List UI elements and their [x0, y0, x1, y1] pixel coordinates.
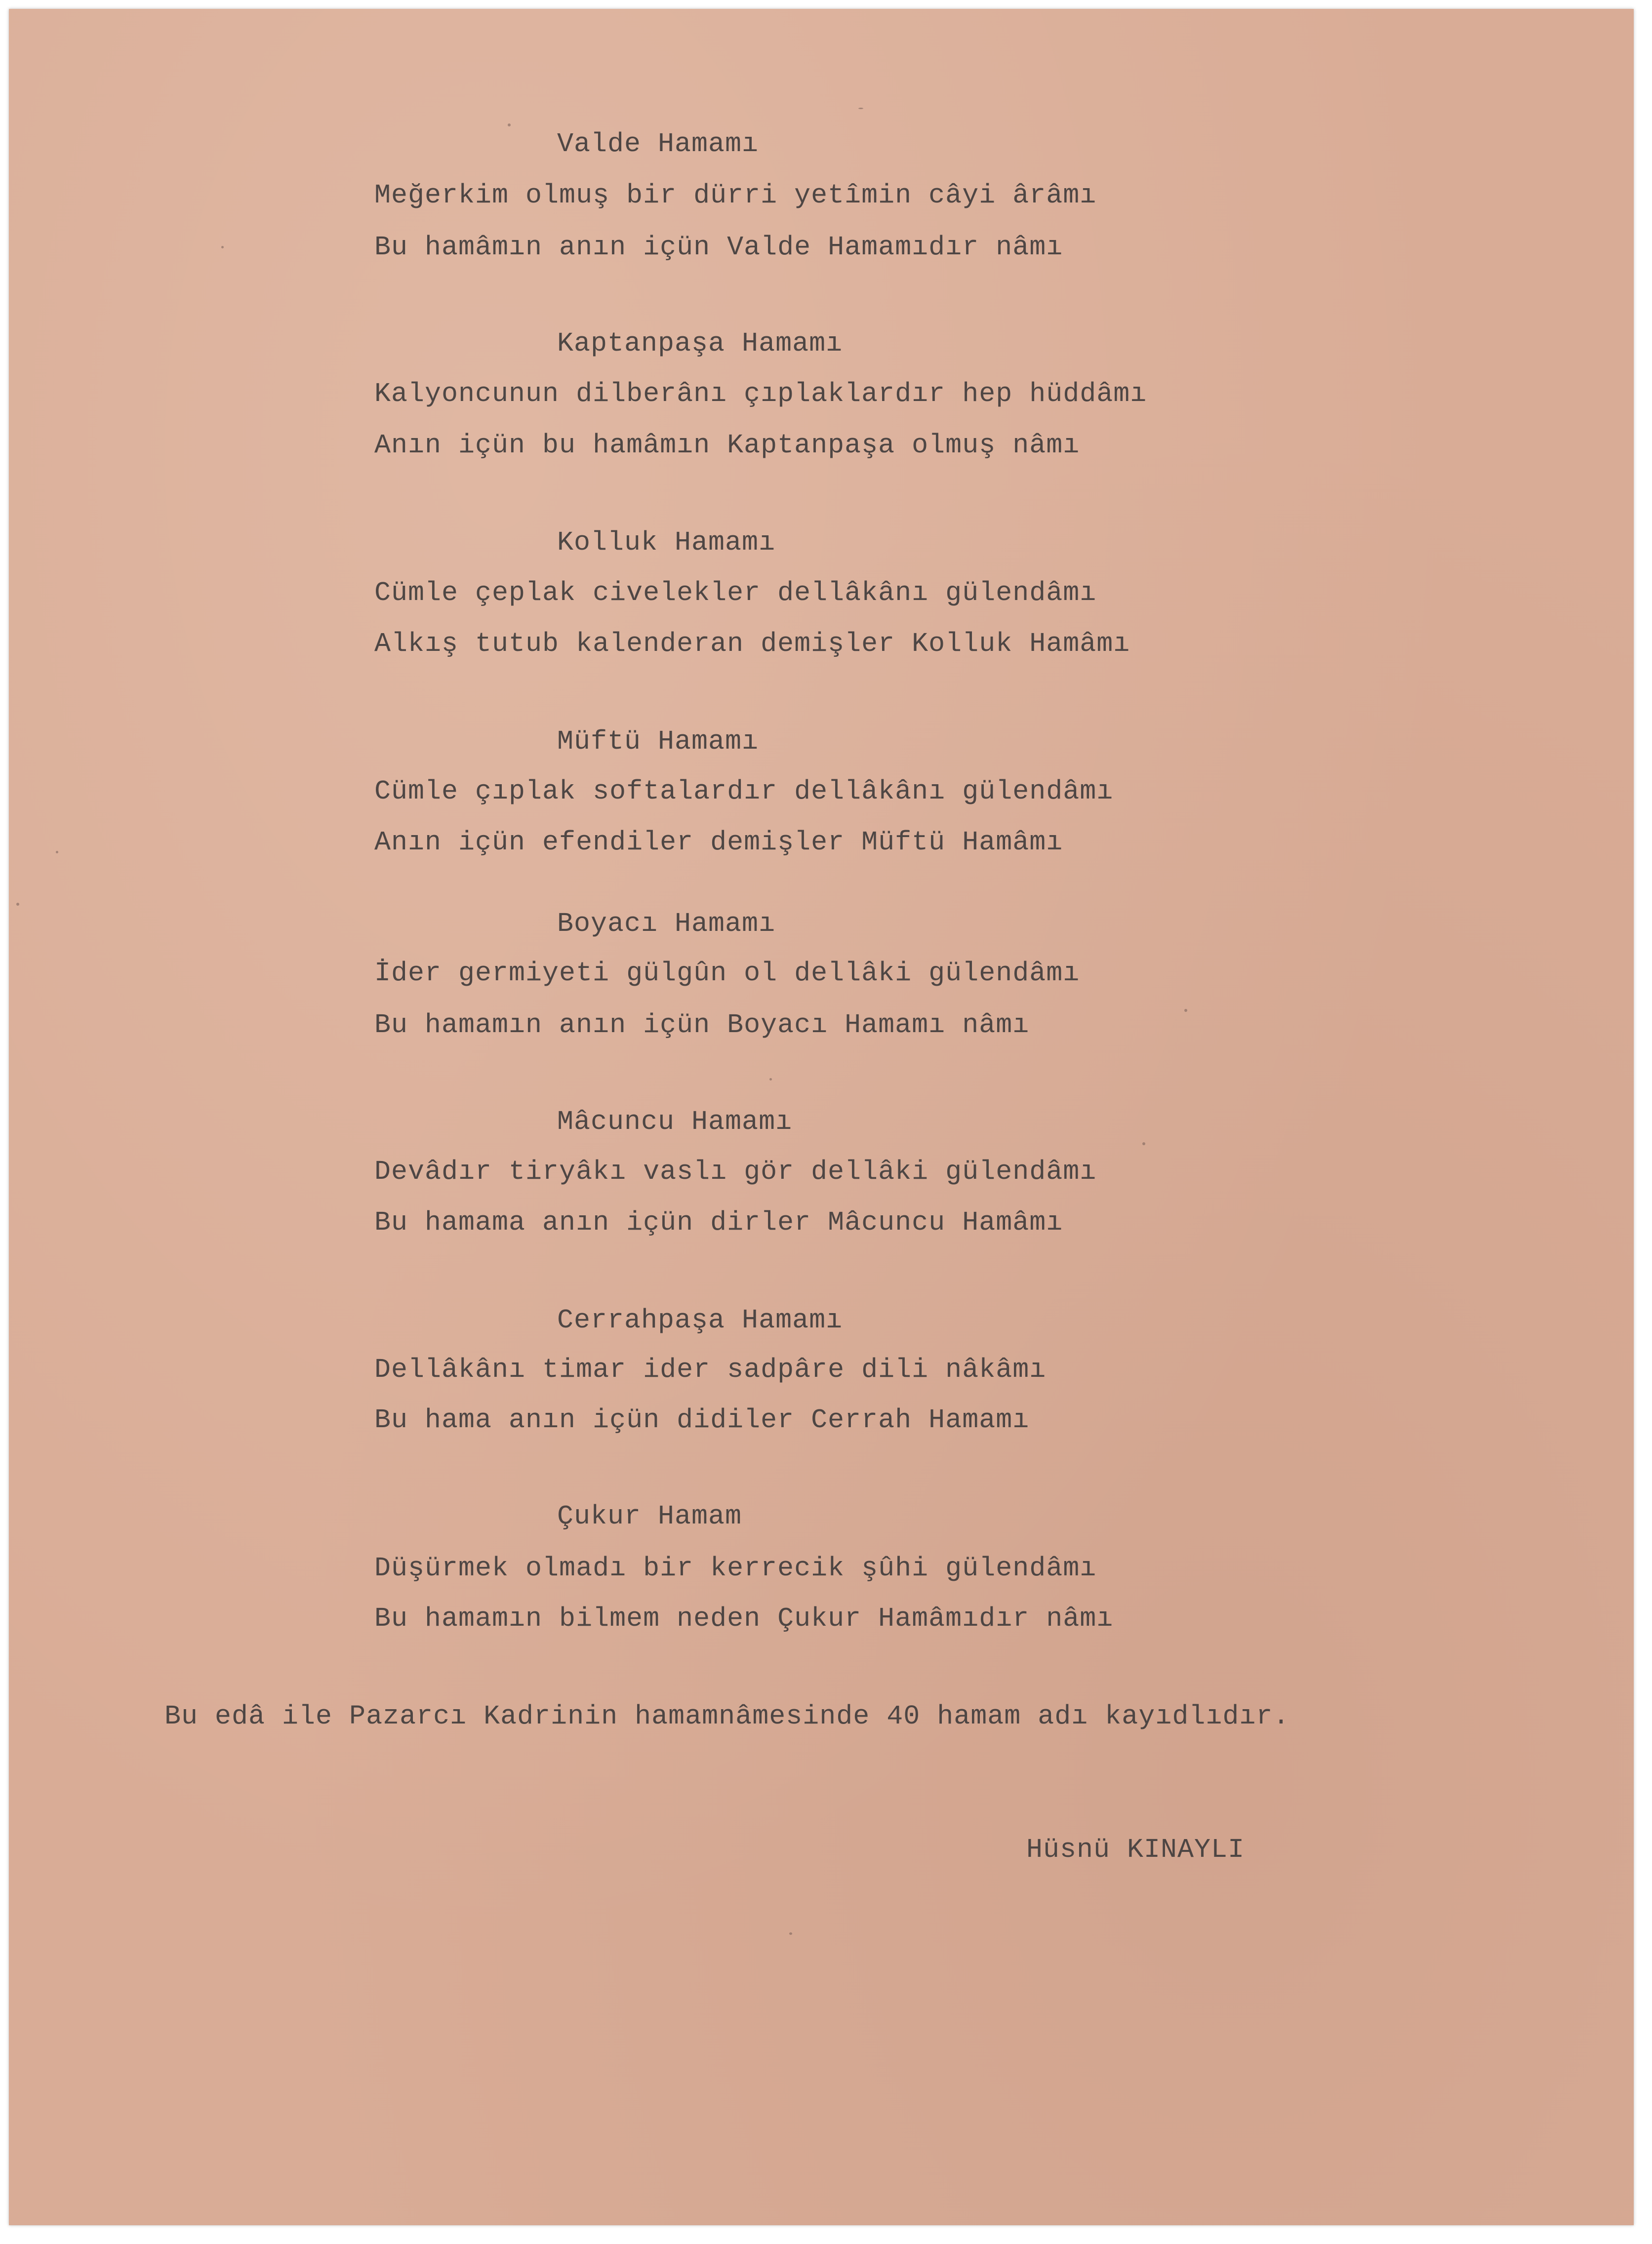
verse-line: Bu hama anın içün didiler Cerrah Hamamı [374, 1404, 1030, 1436]
verse-line: Bu hamâmın anın içün Valde Hamamıdır nâmı [374, 232, 1063, 263]
section-title-valde: Valde Hamamı [557, 128, 759, 160]
section-title-muftu: Müftü Hamamı [557, 726, 759, 757]
section-title-cukur: Çukur Hamam [557, 1501, 742, 1532]
document-page [9, 9, 1634, 2225]
section-title-macuncu: Mâcuncu Hamamı [557, 1106, 793, 1137]
paper-speck [221, 246, 224, 248]
verse-line: Bu hamama anın içün dirler Mâcuncu Hamâmı [374, 1207, 1063, 1238]
paper-speck [1184, 1009, 1187, 1012]
verse-line: Cümle çeplak civelekler dellâkânı gülendâmı [374, 577, 1097, 608]
verse-line: Kalyoncunun dilberânı çıplaklardır hep hüddâmı [374, 378, 1147, 409]
section-title-kaptanpasa: Kaptanpaşa Hamamı [557, 328, 843, 359]
paper-speck [769, 1078, 772, 1081]
paper-speck [16, 903, 19, 906]
verse-line: Devâdır tiryâkı vaslı gör dellâki gülendâmı [374, 1156, 1097, 1187]
signature: Hüsnü KINAYLI [1026, 1834, 1245, 1865]
paper-speck [508, 123, 511, 126]
verse-line: Alkış tutub kalenderan demişler Kolluk Hamâmı [374, 628, 1130, 659]
verse-line: Düşürmek olmadı bir kerrecik şûhi gülendâmı [374, 1553, 1097, 1584]
verse-line: Cümle çıplak softalardır dellâkânı gülendâmı [374, 776, 1114, 807]
verse-line: Dellâkânı timar ider sadpâre dili nâkâmı [374, 1354, 1047, 1385]
verse-line: Anın içün efendiler demişler Müftü Hamâmı [374, 827, 1063, 858]
closing-note: Bu edâ ile Pazarcı Kadrinin hamamnâmesinde 40 hamam adı kayıdlıdır. [164, 1701, 1290, 1732]
section-title-kolluk: Kolluk Hamamı [557, 527, 776, 558]
paper-speck [1142, 1142, 1145, 1145]
section-title-cerrahpasa: Cerrahpaşa Hamamı [557, 1305, 843, 1336]
verse-line: Bu hamamın bilmem neden Çukur Hamâmıdır nâmı [374, 1603, 1114, 1634]
verse-line: Anın içün bu hamâmın Kaptanpaşa olmuş nâmı [374, 430, 1080, 461]
verse-line: Meğerkim olmuş bir dürri yetîmin câyi ârâmı [374, 180, 1097, 211]
section-title-boyaci: Boyacı Hamamı [557, 908, 776, 939]
verse-line: İder germiyeti gülgûn ol dellâki gülendâmı [374, 958, 1080, 989]
verse-line: Bu hamamın anın içün Boyacı Hamamı nâmı [374, 1009, 1030, 1041]
paper-speck [789, 1932, 792, 1935]
paper-speck [56, 851, 58, 853]
paper-speck [858, 108, 863, 109]
